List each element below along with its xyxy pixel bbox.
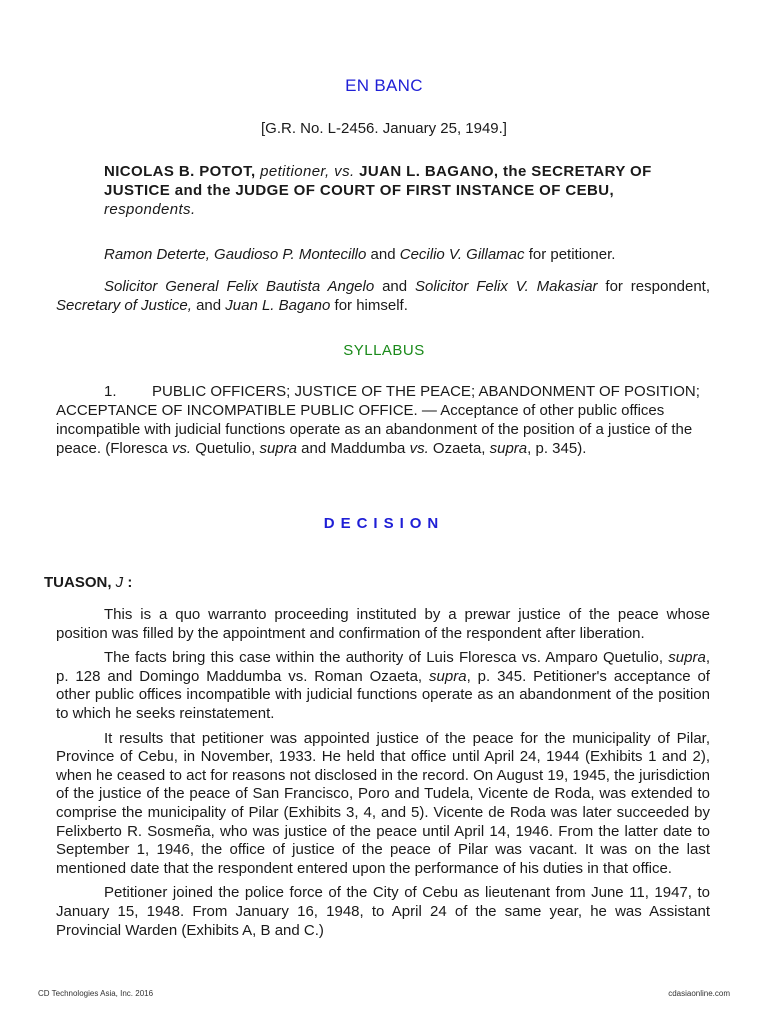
versus-label: vs. (334, 163, 355, 180)
counsel-names: Ramon Deterte, Gaudioso P. Montecillo (104, 246, 367, 263)
counsel-role: for respondent, (605, 278, 711, 295)
ponente-title: J (115, 574, 124, 591)
respondents-role: respondents. (104, 201, 196, 218)
counsel-connector: and (382, 278, 408, 295)
supra-label: supra (668, 649, 706, 667)
syllabus-text: , p. 345). (527, 440, 587, 457)
ponente-name: TUASON, (44, 574, 112, 591)
counsel-name: Secretary of Justice, (56, 297, 192, 314)
versus-label: vs. (409, 440, 429, 457)
petitioner-role: petitioner (260, 163, 326, 180)
decision-heading: DECISION (323, 515, 445, 532)
body-text: The facts bring this case within the authority of Luis Floresca vs. Amparo Quetulio, (104, 649, 664, 667)
case-parties: NICOLAS B. POTOT, petitioner, vs. JUAN L. BAGANO, the SECRETARY OF JUSTICE and the JUDGE OF COURT OF FIRST INSTANCE OF CEBU, respondents. (104, 163, 652, 218)
counsel-connector: and (370, 246, 396, 263)
counsel-name: Cecilio V. Gillamac (399, 246, 525, 263)
supra-label: supra (259, 440, 297, 457)
body-paragraph-3: It results that petitioner was appointed justice of the peace for the municipality of Pilar, Province of Cebu, in November, 1933. He held that office until April 24, 1944 (Exhibits 1 and 2), when he ceased to act for reasons not disclosed in the record. On August 19, 1945, the jurisdiction of the justice of the peace of San Francisco, Poro and Tudela, Vicente de Roda, was extended to comprise the municipality of Pilar (Exhibits 3, 4, and 5). Vicente de Roda was later succeeded by Felixberto R. Sosmeña, who was justice of the peace until April 14, 1946. From the latter date to September 1, 1946, the office of justice of the peace of Pilar was vacant. It was on the last mentioned date that the respondent entered upon the performance of his duties in that office. (56, 729, 710, 877)
supra-label: supra (489, 440, 528, 457)
ponente (44, 574, 132, 591)
body-text: , p. 128 and Domingo Maddumba vs. Roman Ozaeta, (56, 649, 710, 685)
body-paragraph-2 (56, 649, 710, 723)
counsel-role: for petitioner. (528, 246, 616, 263)
syllabus-text: Ozaeta, (432, 440, 486, 457)
footer-copyright: CD Technologies Asia, Inc. 2016 (38, 989, 154, 998)
syllabus-item-number: 1. (104, 383, 117, 400)
ponente-colon: : (127, 574, 133, 591)
counsel-name: Solicitor General Felix Bautista Angelo (104, 278, 375, 295)
counsel-respondent (56, 277, 710, 315)
body-paragraph-4: Petitioner joined the police force of the City of Cebu as lieutenant from June 11, 1947, to January 15, 1948. From January 16, 1948, to April 24 of the same year, he was Assistant Provincial Warden (Exhibits A, B and C.) (56, 884, 710, 939)
petitioner-name: NICOLAS B. POTOT, (104, 163, 256, 180)
body-paragraph-1: This is a quo warranto proceeding instituted by a prewar justice of the peace whose position was filled by the appointment and confirmation of the respondent after liberation. (56, 606, 710, 642)
supra-label: supra (429, 667, 467, 685)
syllabus-text: and Maddumba (301, 440, 406, 457)
syllabus-body (56, 382, 710, 458)
syllabus-text: PUBLIC OFFICERS; JUSTICE OF THE PEACE; ABANDONMENT OF POSITION; ACCEPTANCE OF INCOMPATIBLE PUBLIC OFFICE. — Acceptance of other public offices incompatible with judicial functions operate as an abandonment of the position of a justice of the peace. (Floresca (56, 383, 700, 457)
counsel-petitioner (104, 245, 714, 264)
respondents-names: JUAN L. BAGANO, the SECRETARY OF JUSTICE and the JUDGE OF COURT OF FIRST INSTANCE OF CEBU, (104, 163, 652, 199)
case-number: [G.R. No. L-2456. January 25, 1949.] (261, 120, 507, 137)
counsel-role: for himself. (334, 297, 408, 314)
syllabus-heading: SYLLABUS (343, 342, 425, 359)
counsel-name: Solicitor Felix V. Makasiar (415, 278, 598, 295)
syllabus-text: Quetulio, (195, 440, 256, 457)
versus-label: vs. (171, 440, 192, 457)
body-text: , p. 345. Petitioner's acceptance of other public offices incompatible with judicial functions operate as an abandonment of the position to which he seeks reinstatement. (56, 667, 710, 722)
division-heading: EN BANC (345, 76, 423, 95)
footer-website: cdasiaonline.com (668, 989, 730, 998)
counsel-connector: and (196, 297, 222, 314)
counsel-name: Juan L. Bagano (225, 297, 331, 314)
decision-body (56, 606, 710, 946)
